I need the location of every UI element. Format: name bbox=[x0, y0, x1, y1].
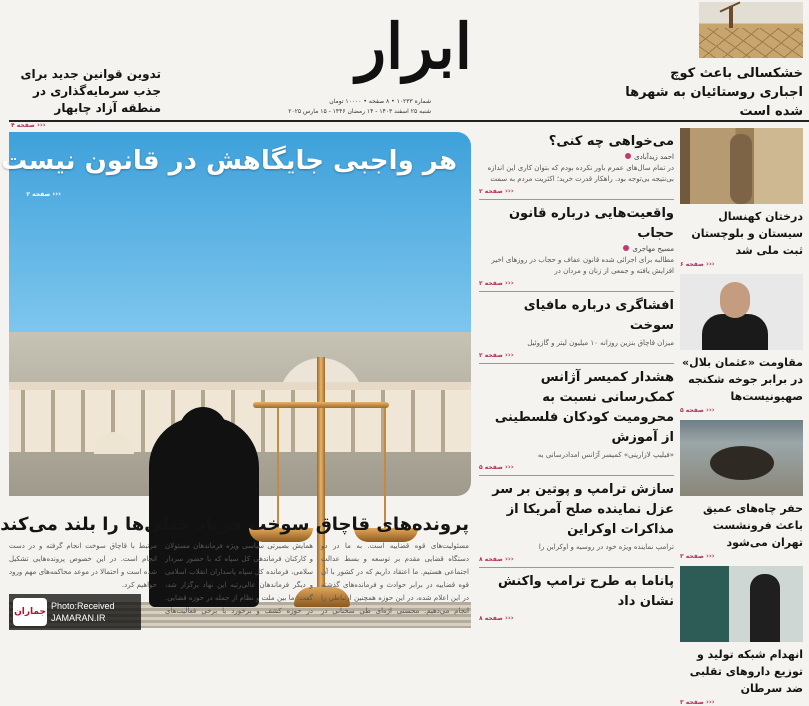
story-title: افشاگری درباره مافیای سوخت bbox=[523, 298, 674, 333]
right-story-title: درختان کهنسال سیستان و بلوچستان ثبت ملی شد bbox=[691, 210, 803, 257]
story-page-ref: ‹‹‹ صفحه ۲ bbox=[479, 187, 514, 195]
hero-image[interactable] bbox=[1, 132, 471, 496]
story-snippet: در تمام سال‌های عمرم باور نکرده بودم که بتوان کاری این اندازه بی‌نتیجه بی‌توجه بود. راهکار قدرت خرید؛ اکثریت مردم به سمت bbox=[487, 164, 674, 183]
scale-beam bbox=[253, 402, 389, 408]
right-story-title: انهدام شبکه تولید و توزیع داروهای تقلبی ضد سرطان bbox=[689, 648, 803, 695]
right-story-1[interactable] bbox=[680, 274, 803, 414]
newspaper-logo bbox=[339, 4, 489, 90]
masthead bbox=[9, 0, 809, 129]
story-page-ref: ‹‹‹ صفحه ۸ bbox=[479, 555, 514, 563]
story-page-ref: ‹‹‹ صفحه ۲ bbox=[479, 351, 514, 359]
right-story-0[interactable] bbox=[680, 128, 803, 268]
drought-photo bbox=[699, 2, 803, 58]
story-title: پاناما به طرح ترامپ واکنش نشان داد bbox=[497, 574, 674, 609]
watermark-line-1: Photo:Received bbox=[51, 601, 115, 611]
old-tree-photo bbox=[680, 128, 803, 204]
top-left-story[interactable] bbox=[11, 66, 161, 134]
issue-date-line: شنبه ۲۵ اسفند ۱۴۰۳ - ۱۴ رمضان ۱۴۴۶ - ۱۵ مارس ۲۰۲۵ bbox=[288, 108, 431, 115]
scale-chain-left bbox=[277, 408, 279, 530]
right-story-page-ref: ‹‹‹ صفحه ۵ bbox=[680, 406, 715, 414]
sinkhole-photo bbox=[680, 420, 803, 496]
right-story-page-ref: ‹‹‹ صفحه ۶ bbox=[680, 260, 715, 268]
middle-column bbox=[479, 128, 674, 630]
top-left-page-ref: ‹‹‹ صفحه ۴ bbox=[11, 121, 46, 129]
story-page-ref: ‹‹‹ صفحه ۵ bbox=[479, 463, 514, 471]
right-story-3[interactable] bbox=[680, 566, 803, 706]
right-column bbox=[680, 128, 803, 706]
story-0[interactable] bbox=[479, 132, 674, 195]
lead-body-text: مسئولیت‌های قوه قضاییه است. به ما در دو دستگاه قضایی مقدم بر توسعه و بسط عدالت اجتماعی هستیم. ما اعتقاد داریم که در کشور با آن قوه قضاییه در برابر حوادث و فرمانده‌های گذشته در این اعلام شده، در این حوزه همچنین ارتباطی را انجام می‌دهیم. محسنی اژه‌ای طی سخنانی در همایش بصیرتی سیاسی ویژه فرماندهان مسئولان و کارکنان فرماندهی کل سپاه که با حضور سردار سلامی، فرمانده کل سپاه پاسداران انقلاب اسلامی و دیگر فرماندهان عالی‌رتبه این نهاد برگزار شد، گفت: ما بین ملت و نظام از جمله در حوزه قضایی. در حوزه کشف و برخورد با برخی فعالیت‌های مرتبط با قاچاق سوخت انجام گرفته و در دست انجام است. در این خصوص پرونده‌هایی تشکیل شده است و احتمالا در موعد محاکمه‌های مهم ورود خواهیم کرد. bbox=[9, 542, 469, 615]
man-portrait-photo bbox=[680, 274, 803, 350]
story-snippet: «فیلیپ لازارینی» کمیسر آژانس امدادرسانی به bbox=[537, 451, 674, 459]
story-1[interactable] bbox=[479, 204, 674, 287]
story-snippet: ترامپ نماینده ویژه خود در روسیه و اوکراین را bbox=[538, 543, 674, 551]
watermark-text bbox=[51, 600, 141, 624]
story-page-ref: ‹‹‹ صفحه ۸ bbox=[479, 614, 514, 622]
right-story-page-ref: ‹‹‹ صفحه ۳ bbox=[680, 698, 715, 706]
photo-credit-watermark bbox=[9, 594, 141, 630]
hero-headline: هر واجبی جایگاهش در قانون نیست bbox=[1, 146, 457, 176]
story-snippet: میزان قاچاق بنزین روزانه ۱۰ میلیون لیتر و گازوئیل bbox=[527, 339, 674, 347]
scale-chain-right bbox=[384, 408, 386, 530]
jamaran-logo: جماران bbox=[13, 598, 47, 626]
story-2[interactable] bbox=[479, 296, 674, 359]
story-title: می‌خواهی چه کنی؟ bbox=[548, 134, 674, 149]
watermark-line-2: JAMARAN.IR bbox=[51, 613, 106, 623]
story-title: هشدار کمیسر آژانس کمک‌رسانی نسبت به محرومیت کودکان فلسطینی از آموزش bbox=[494, 370, 674, 445]
right-story-title: مقاومت «عثمان بلال» در برابر جوخه شکنجه صهیونیست‌ها bbox=[682, 356, 803, 403]
hero-page-ref: ‹‹‹ صفحه ۲ bbox=[26, 190, 61, 198]
story-title: سازش ترامپ و پوتین بر سر عزل نماینده صلح آمریکا از مذاکرات اوکراین bbox=[492, 482, 674, 537]
right-story-2[interactable] bbox=[680, 420, 803, 560]
story-author: مسیح مهاجری bbox=[479, 245, 674, 253]
story-4[interactable] bbox=[479, 480, 674, 563]
logo-text: ابرار bbox=[356, 10, 472, 83]
issue-number-line: شماره ۱۰۲۳۳ • ۸ صفحه • ۱۰۰۰۰ تومان bbox=[329, 98, 431, 105]
story-author: احمد زیدآبادی bbox=[479, 153, 674, 161]
story-title: واقعیت‌هایی درباره قانون حجاب bbox=[508, 206, 674, 241]
top-right-headline: خشکسالی باعث کوچ اجباری روستائیان به شهرها شده است bbox=[625, 66, 803, 119]
pharmacy-photo bbox=[680, 566, 803, 642]
right-story-page-ref: ‹‹‹ صفحه ۳ bbox=[680, 552, 715, 560]
right-story-title: حفر چاه‌های عمیق باعث فرونشست تهران می‌شود bbox=[702, 502, 803, 549]
story-snippet: مطالبه برای اجرائی شده قانون عفاف و حجاب در روزهای اخیر افزایش یافته و جمعی از زنان و مردان در bbox=[491, 256, 674, 275]
top-left-headline: تدوین قوانین جدید برای جذب سرمایه‌گذاری در منطقه آزاد چابهار bbox=[20, 67, 161, 115]
story-5[interactable] bbox=[479, 572, 674, 622]
story-page-ref: ‹‹‹ صفحه ۲ bbox=[479, 279, 514, 287]
lead-headline[interactable]: پرونده‌های قاچاق سوخت فریاد خیلی‌ها را بلند می‌کند bbox=[0, 514, 469, 535]
story-3[interactable] bbox=[479, 368, 674, 471]
